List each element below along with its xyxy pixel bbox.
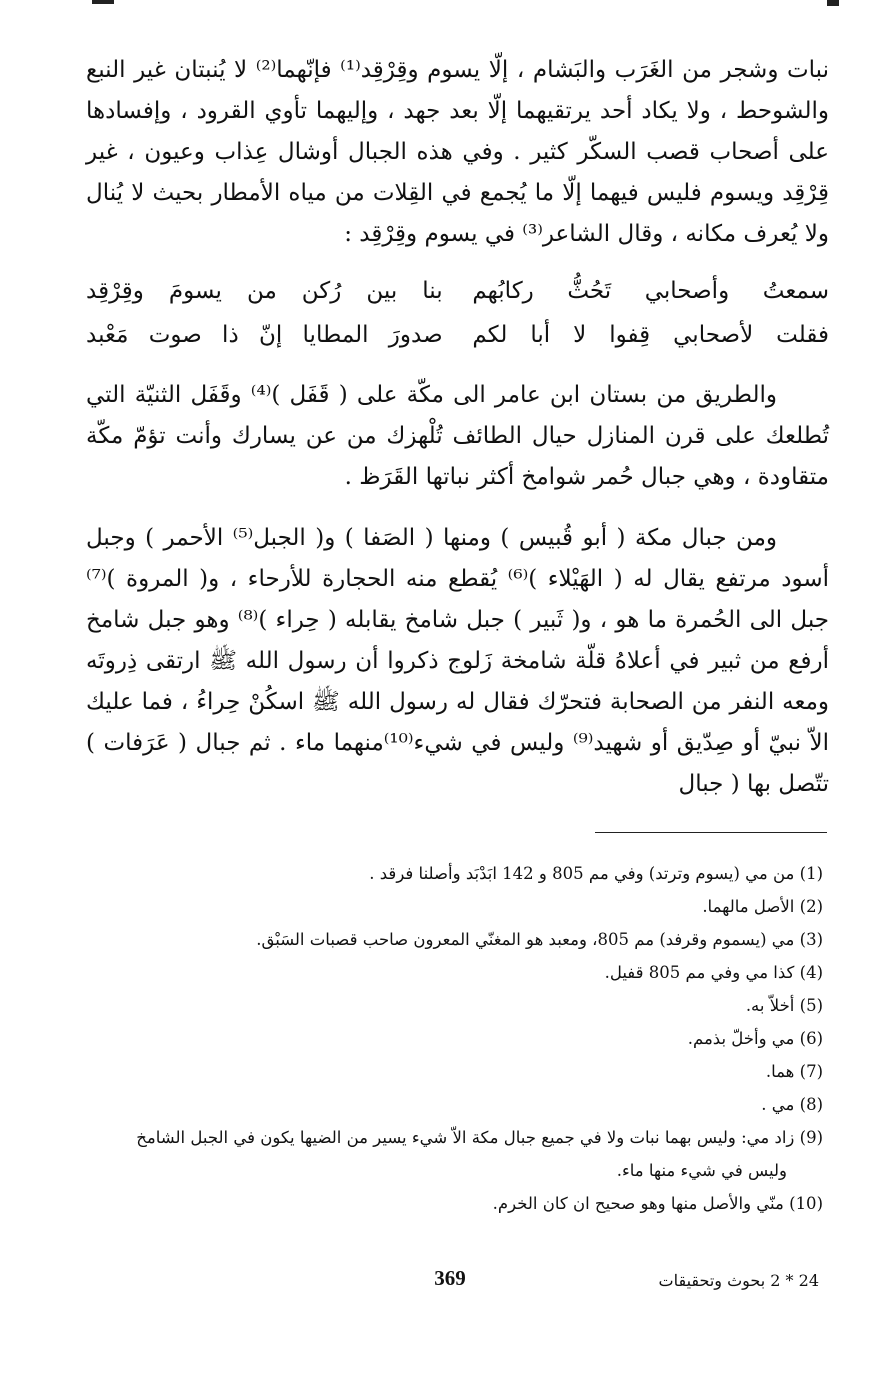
footnote: (10) منّي والأصل منها وهو صحيح ان كان الخرم. [492, 1194, 823, 1213]
footnote: (1) من مي (يسوم وترتد) وفي مم 805 و 142 ابَدْبَد وأصلنا فرقد . [369, 864, 823, 883]
footnote-separator [595, 832, 827, 833]
footnote: (2) الأصل مالهما. [702, 897, 823, 916]
footnote: (8) مي . [761, 1095, 823, 1114]
footnote: (3) مي (يسموم وقرفد) مم 805، ومعبد هو المغنّي المعرون صاحب قصبات السَبْق. [256, 930, 823, 949]
verse-second-hemistich: صدورَ المطايا إنّ ذا صوت مَعْبد [86, 322, 443, 348]
footnote: (7) هما. [765, 1062, 823, 1081]
paragraph: والطريق من بستان ابن عامر الى مكّة على ( قَفَل )⁽⁴⁾ وقَفَل الثنيّة التي تُطلعك على قرن المنازل حيال الطائف تُلْهزك من عن يسارك وأنت تؤمّ مكّة متقاودة ، وهي جبال حُمر شوامخ أكثر نباتها القَرَظ . [86, 382, 829, 490]
verse-first-hemistich: سمعتُ وأصحابي تَحُثُّ ركابُهم [472, 278, 829, 304]
verse-second-hemistich: بنا بين رُكن من يسومَ وقِرْقِد [86, 278, 443, 304]
footnote: (6) مي وأخلّ بذمم. [687, 1029, 823, 1048]
running-footer: 24 * 2 بحوث وتحقيقات [658, 1271, 819, 1290]
page-number: 369 [434, 1266, 466, 1290]
footnotes [80, 857, 823, 1220]
paragraph: نبات وشجر من الغَرَب والبَشام ، إلّا يسوم وقِرْقِد⁽¹⁾ فإنّهما⁽²⁾ لا يُنبتان غير النبع والشوحط ، ولا يكاد أحد يرتقيهما إلّا بعد جهد ، وإليهما تأوي القرود ، وإفسادها على أصحاب قصب السكّر كثير . وفي هذه الجبال أوشال عِذاب وعيون ، غير قِرْقِد ويسوم فليس فيهما إلّا ما يُجمع في القِلات من مياه الأمطار بحيث لا يُنال ولا يُعرف مكانه ، وقال الشاعر⁽³⁾ في يسوم وقِرْقِد : [86, 57, 830, 247]
verse-line [86, 269, 829, 313]
verse-first-hemistich: فقلت لأصحابي قِفوا لا أبا لكم [472, 322, 829, 348]
poem [86, 269, 829, 357]
main-text [86, 50, 829, 805]
page-top-mark [92, 0, 114, 4]
footnote: (5) أخلاّ به. [745, 996, 823, 1015]
verse-line [86, 313, 829, 357]
page-top-mark [827, 0, 839, 6]
footnote-continuation: وليس في شيء منها ماء. [616, 1161, 787, 1180]
footnote: (9) زاد مي: وليس بهما نبات ولا في جميع جبال مكة الاّ شيء يسير من الضيها يكون في الجبل الشامخ [136, 1128, 823, 1147]
paragraph: ومن جبال مكة ( أبو قُبيس ) ومنها ( الصَفا ) و( الجبل⁽⁵⁾ الأحمر ) وجبل أسود مرتفع يقال له ( الهَيْلاء )⁽⁶⁾ يُقطع منه الحجارة للأرحاء ، و( المروة )⁽⁷⁾ جبل الى الحُمرة ما هو ، و( ثَبير ) جبل شامخ يقابله ( حِراء )⁽⁸⁾ وهو جبل شامخ أرفع من ثبير في أعلاهُ قلّة شامخة زَلوج ذكروا أن رسول الله ﷺ ارتقى ذِروتَه ومعه النفر من الصحابة فتحرّك فقال له رسول الله ﷺ اسكُنْ حِراءُ ، فما عليك الاّ نبيّ أو صِدّيق أو شهيد⁽⁹⁾ وليس في شيء⁽¹⁰⁾منهما ماء . ثم جبال ( عَرَفات ) تتّصل بها ( جبال [86, 525, 830, 797]
footnote: (4) كذا مي وفي مم 805 قفيل. [604, 963, 823, 982]
